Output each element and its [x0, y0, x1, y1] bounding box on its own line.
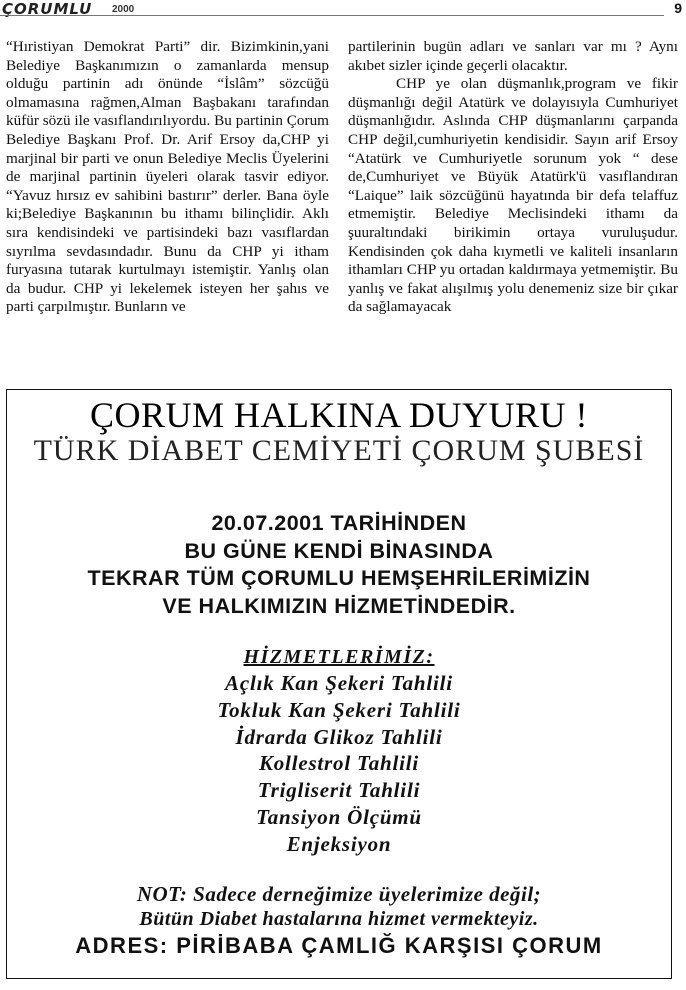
service-item: Enjeksiyon: [286, 831, 392, 856]
article-paragraph: “Hıristiyan Demokrat Parti” dir. Bizimkinin,yani Belediye Başkanımızın o zamanlarda mensup olduğu partinin adı önünde “İslâm” sözcüğü olmamasına rağmen,Alman Başbakanı tarafından küfür sözü ile vasıflandırılıyordu. Bu partinin Çorum Belediye Başkanı Prof. Dr. Arif Ersoy da,CHP yi marjinal bir parti ve onun Belediye Meclis Üyelerini de marjinal partinin üyeleri olarak tasvir ediyor. “Yavuz hırsız ev sahibini bastırır” derler. Bana öyle ki;Belediye Başkanının bu ithamı bilinçlidir. Aklı sıra kendisindeki ve partisindeki bazı vasıflardan sıyrılma sevdasındadır. Bunu da CHP yi itham furyasına tutarak kurtulmayı istemiştir. Yanlış olan da budur. CHP yi lekelemek isteyen her şahıs ve parti çarpılmıştır. Bunların ve: [6, 38, 329, 316]
page-number: 9: [674, 0, 682, 16]
notice-line: BU GÜNE KENDİ BİNASINDA: [184, 538, 494, 563]
service-item: Açlık Kan Şekeri Tahlili: [225, 671, 453, 695]
announcement-title: ÇORUM HALKINA DUYURU !: [89, 395, 588, 435]
issue-year: 2000: [112, 4, 135, 15]
notice-line: TEKRAR TÜM ÇORUMLU HEMŞEHRİLERİMİZİN: [87, 566, 591, 590]
services-heading: HİZMETLERİMİZ:: [243, 646, 435, 668]
announcement-box: [6, 389, 672, 979]
header-divider: [0, 15, 664, 16]
article-paragraph: CHP ye olan düşmanlık,program ve fikir düşmanlığı değil Atatürk ve dolayısıyla Cumhuriyet düşmanlığıdır. Aslında CHP düşmanlarını çarpanda CHP değil,cumhuriyetin kendisidir. Sayın arif Ersoy “Atatürk ve Cumhuriyetle sorunum yok “ dese de,Cumhuriyet ve Büyük Atatürk'ü vasıflandıran “Laique” laik sözcüğünü hayatında bir defa telaffuz etmemiştir. Belediye Meclisindeki ithamı da şuuraltındaki birikimin ortaya vuruluşudur. Kendisinden çok daha kıymetli ve kaliteli insanların ithamları CHP yu ortadan kaldırmaya yetmemiştir. Bu yanlış ve fakat alışılmış yolu denemeniz size bir çıkar da sağlamayacak: [348, 75, 678, 316]
service-item: Kollestrol Tahlili: [258, 751, 420, 776]
announcement-subtitle: TÜRK DİABET CEMİYETİ ÇORUM ŞUBESİ: [33, 434, 645, 467]
announcement-notice: [7, 510, 671, 620]
service-item: İdrarda Glikoz Tahlili: [235, 724, 443, 749]
article-right-column: [348, 38, 678, 317]
service-item: Trigliserit Tahlili: [257, 778, 421, 803]
services-list: [7, 670, 671, 858]
article-left-column: [6, 38, 329, 317]
service-item: Tansiyon Ölçümü: [256, 804, 422, 829]
address-line: ADRES: PİRİBABA ÇAMLIĞ KARŞISI ÇORUM: [75, 933, 603, 958]
notice-line: 20.07.2001 TARİHİNDEN: [211, 511, 467, 535]
article-paragraph: partilerinin bugün adları ve sanları var mı ? Aynı akıbet sizler içinde geçerli olacaktır.: [348, 38, 678, 74]
page-header: [0, 0, 686, 22]
notice-line: VE HALKIMIZIN HİZMETİNDEDİR.: [162, 593, 516, 618]
service-item: Tokluk Kan Şekeri Tahlili: [217, 697, 461, 722]
note-line: NOT: Sadece derneğimize üyelerimize değil;: [136, 882, 542, 906]
note-line: Bütün Diabet hastalarına hizmet vermekteyiz.: [139, 908, 539, 930]
newspaper-logo: ÇORUMLU: [2, 0, 93, 18]
